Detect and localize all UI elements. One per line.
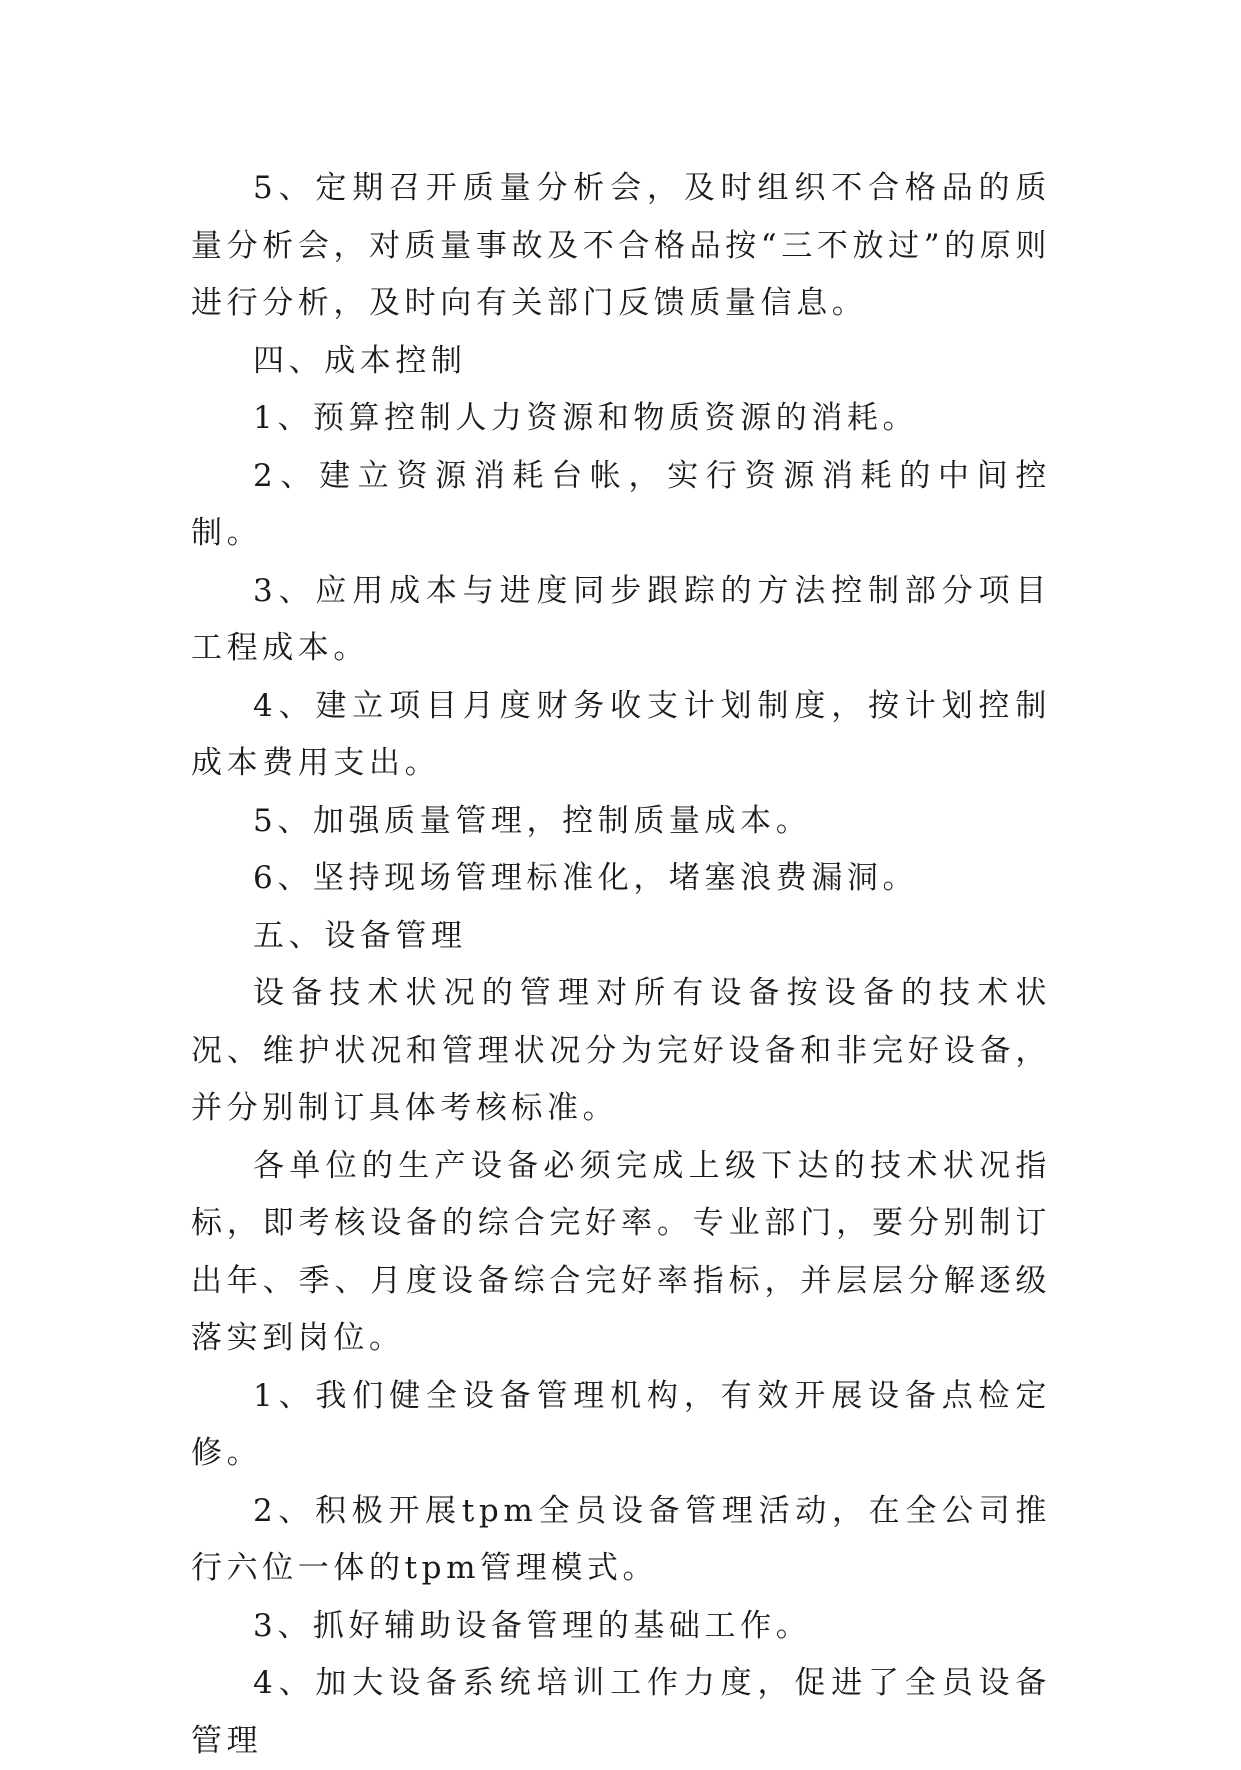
paragraph-quality-analysis: 5、定期召开质量分析会，及时组织不合格品的质量分析会，对质量事故及不合格品按“三不放过”的原则进行分析，及时向有关部门反馈质量信息。 (191, 170, 1051, 321)
paragraph-cost-1: 1、预算控制人力资源和物质资源的消耗。 (253, 400, 919, 436)
paragraph-cost-3: 3、应用成本与进度同步跟踪的方法控制部分项目工程成本。 (191, 572, 1051, 666)
document-body (191, 160, 1051, 1770)
paragraph-equipment-status: 设备技术状况的管理对所有设备按设备的技术状况、维护状况和管理状况分为完好设备和非完好设备，并分别制订具体考核标准。 (191, 975, 1051, 1126)
section-heading-equipment: 五、设备管理 (253, 917, 467, 954)
paragraph-equipment-3: 3、抓好辅助设备管理的基础工作。 (253, 1607, 812, 1644)
paragraph-cost-4: 4、建立项目月度财务收支计划制度，按计划控制成本费用支出。 (191, 687, 1051, 781)
paragraph-equipment-targets: 各单位的生产设备必须完成上级下达的技术状况指标，即考核设备的综合完好率。专业部门，要分别制订出年、季、月度设备综合完好率指标，并层层分解逐级落实到岗位。 (191, 1147, 1051, 1356)
paragraph-cost-5: 5、加强质量管理，控制质量成本。 (253, 802, 812, 839)
paragraph-equipment-4: 4、加大设备系统培训工作力度，促进了全员设备管理 (191, 1665, 1051, 1759)
paragraph-equipment-2: 2、积极开展tpm全员设备管理活动，在全公司推行六位一体的tpm管理模式。 (191, 1492, 1051, 1586)
paragraph-equipment-1: 1、我们健全设备管理机构，有效开展设备点检定修。 (191, 1377, 1051, 1471)
section-heading-cost-control: 四、成本控制 (253, 342, 467, 379)
paragraph-cost-6: 6、坚持现场管理标准化，堵塞浪费漏洞。 (253, 860, 919, 896)
paragraph-cost-2: 2、建立资源消耗台帐，实行资源消耗的中间控制。 (191, 457, 1051, 551)
